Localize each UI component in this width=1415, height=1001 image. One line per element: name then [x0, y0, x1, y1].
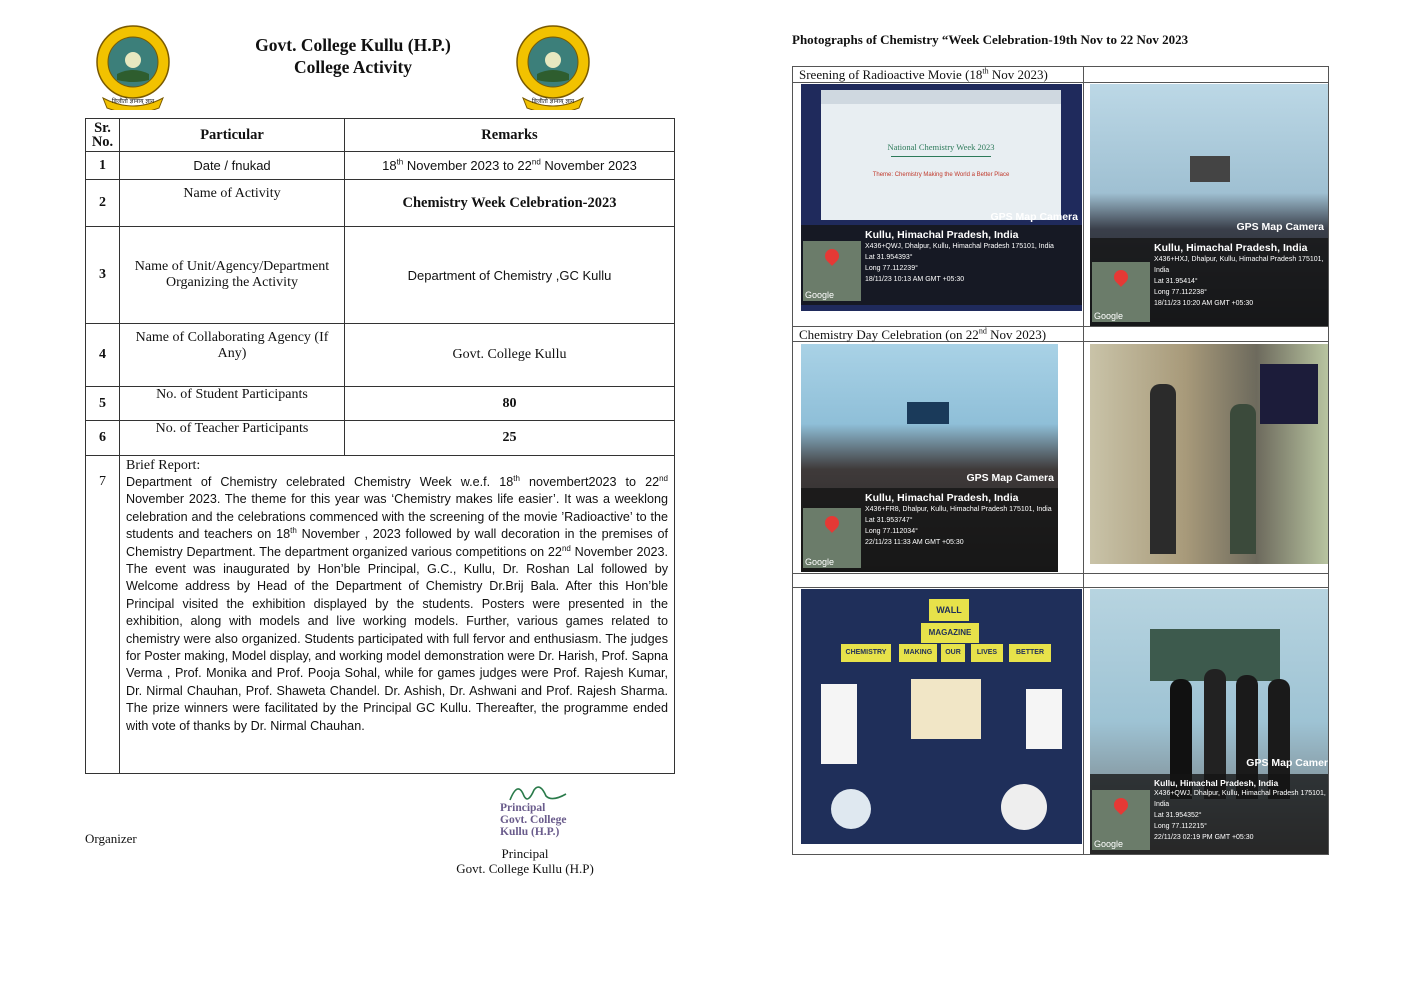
- gps-camera-label: GPS Map Camera: [990, 211, 1078, 223]
- gps-address: X436+HXJ, Dhalpur, Kullu, Himachal Pradesh 175101, India: [1154, 256, 1324, 274]
- gps-overlay: [801, 488, 1058, 572]
- logo-motto: विजीतो ज्ञानाय् ज्ञान: [531, 98, 575, 105]
- gps-overlay: [1090, 238, 1328, 326]
- wall-word: BETTER: [1009, 644, 1051, 662]
- principal-stamp: Principal Govt. College Kullu (H.P.): [500, 802, 567, 838]
- wall-word: LIVES: [971, 644, 1003, 662]
- row-number: 4: [86, 324, 120, 387]
- wall-word: WALL: [929, 599, 969, 621]
- row-number: 1: [86, 152, 120, 180]
- college-logo-right: [515, 22, 591, 110]
- row-remarks-date: 18th November 2023 to 22nd November 2023: [345, 152, 675, 180]
- gps-lat: Lat 31.954393°: [865, 254, 913, 261]
- map-thumbnail: Google: [1092, 790, 1150, 850]
- gps-address: X436+QWJ, Dhalpur, Kullu, Himachal Pradesh 175101, India: [1154, 790, 1326, 808]
- divider: [793, 573, 1328, 574]
- map-thumbnail: Google: [803, 508, 861, 568]
- screen-theme: Theme: Chemistry Making the World a Better Place: [872, 172, 1010, 178]
- header-sr-no: Sr. No.: [86, 119, 120, 152]
- map-thumbnail: Google: [803, 241, 861, 301]
- page-subtitle: College Activity: [293, 57, 413, 77]
- table-row: [86, 324, 675, 387]
- photo-chemistry-day-classroom: [801, 344, 1058, 572]
- organizer-label: Organizer: [85, 831, 137, 846]
- section-caption-chemistry-day: Chemistry Day Celebration (on 22nd Nov 2023): [793, 326, 1328, 342]
- photo-movie-screening-projector: [801, 84, 1082, 311]
- row-particular: Name of Collaborating Agency (If Any): [120, 324, 345, 387]
- activity-table: [85, 118, 675, 774]
- gps-city: Kullu, Himachal Pradesh, India: [865, 229, 1019, 241]
- gps-long: Long 77.112215°: [1154, 823, 1207, 830]
- row-remarks: Department of Chemistry ,GC Kullu: [345, 227, 675, 324]
- table-row-report: [86, 456, 675, 774]
- map-thumbnail: Google: [1092, 262, 1150, 322]
- gps-camera-label: GPS Map Camer: [1246, 757, 1328, 769]
- principal-title: Principal: [501, 846, 549, 861]
- college-logo-left: [95, 22, 171, 110]
- row-number: 2: [86, 180, 120, 227]
- gps-overlay: [1090, 774, 1328, 854]
- row-particular: Date / fnukad: [120, 152, 345, 180]
- gps-address: X436+QWJ, Dhalpur, Kullu, Himachal Pradesh 175101, India: [865, 243, 1054, 250]
- table-row: [86, 421, 675, 456]
- map-pin-icon: [822, 513, 842, 533]
- section-caption-radioactive: Sreening of Radioactive Movie (18th Nov 2023): [793, 67, 1328, 83]
- row-particular: No. of Student Participants: [120, 387, 345, 421]
- map-pin-icon: [1111, 795, 1131, 815]
- photo-grid: [792, 66, 1329, 855]
- map-pin-icon: [1111, 267, 1131, 287]
- row-remarks: Chemistry Week Celebration-2023: [345, 180, 675, 227]
- wall-word: MAGAZINE: [921, 623, 979, 643]
- table-row: [86, 387, 675, 421]
- gps-camera-label: GPS Map Camera: [1236, 221, 1324, 233]
- divider: [1083, 67, 1084, 854]
- header-particular: Particular: [120, 119, 345, 152]
- gps-lat: Lat 31.954352°: [1154, 812, 1202, 819]
- gps-address: X436+FR8, Dhalpur, Kullu, Himachal Pradesh 175101, India: [865, 506, 1052, 513]
- row-remarks: 25: [345, 421, 675, 456]
- gps-time: 22/11/23 02:19 PM GMT +05:30: [1154, 834, 1254, 841]
- row-number: 7: [86, 456, 120, 774]
- screen-title: National Chemistry Week 2023: [887, 142, 995, 152]
- photos-page-title: Photographs of Chemistry “Week Celebration-19th Nov to 22 Nov 2023: [792, 32, 1189, 47]
- wall-word: CHEMISTRY: [841, 644, 891, 662]
- row-particular: Name of Unit/Agency/Department Organizing the Activity: [120, 227, 345, 324]
- principal-signature-stamp: [500, 778, 580, 844]
- map-pin-icon: [822, 246, 842, 266]
- gps-camera-label: GPS Map Camera: [966, 472, 1054, 484]
- gps-city: Kullu, Himachal Pradesh, India: [865, 492, 1019, 504]
- photo-exhibition-visit: [1090, 344, 1328, 564]
- gps-long: Long 77.112034°: [865, 528, 918, 535]
- wall-word: OUR: [941, 644, 965, 662]
- principal-block: [440, 846, 610, 876]
- brief-report-text: Department of Chemistry celebrated Chemistry Week w.e.f. 18th novembert2023 to 22nd November 2023. The theme for this year was ‘Chemistry makes life easier’. It was a weeklong celebration and the celebrations commenced with the screening of the movie ’Radioactive’ to the students and teachers on 18th November , 2023 followed by wall decoration in the premises of Chemistry Department. The department organized various competitions on 22nd November 2023. The event was inaugurated by Hon’ble Principal, G.C., Kullu, Dr. Roshan Lal followed by Welcome address by Head of the Department of Chemistry Dr.Brij Bala. After this Hon’ble Principal visited the exhibition displayed by the students. Posters were presented in the exhibition, along with models and live working models. Further, various games related to chemistry were also organized. Students participated with full fervor and enthusiasm. The judges for Poster making, Model display, and working model demonstration were Dr. Harish, Prof. Sapna Verma , Prof. Monika and Prof. Pooja Sohal, while for games judges were Prof. Rajesh Kumar, Dr. Nirmal Chauhan, Prof. Shaweta Chandel. Dr. Ashish, Dr. Ashwani and Prof. Rajesh Sharma. The prize winners were facilitated by the Principal GC Kullu. Thereafter, the programme ended with vote of thanks by Dr. Nirmal Chauhan.: [126, 473, 668, 733]
- wall-word: MAKING: [899, 644, 937, 662]
- brief-report-label: Brief Report:: [126, 458, 201, 473]
- header-remarks: Remarks: [345, 119, 675, 152]
- document-header: [175, 34, 531, 78]
- gps-time: 18/11/23 10:13 AM GMT +05:30: [865, 276, 965, 283]
- gps-lat: Lat 31.953747°: [865, 517, 913, 524]
- gps-city: Kullu, Himachal Pradesh, India: [1154, 242, 1308, 254]
- photo-wall-magazine: [801, 589, 1082, 844]
- row-number: 3: [86, 227, 120, 324]
- divider: [793, 587, 1328, 588]
- brief-report: [120, 456, 675, 774]
- table-header-row: [86, 119, 675, 152]
- gps-lat: Lat 31.95414°: [1154, 278, 1198, 285]
- photo-movie-screening-audience: [1090, 84, 1328, 326]
- table-row: [86, 227, 675, 324]
- gps-overlay: [801, 225, 1082, 305]
- table-row: [86, 152, 675, 180]
- table-row: [86, 180, 675, 227]
- gps-long: Long 77.112239°: [865, 265, 918, 272]
- gps-city: Kullu, Himachal Pradesh, India: [1154, 778, 1279, 788]
- row-particular: No. of Teacher Participants: [120, 421, 345, 456]
- row-number: 5: [86, 387, 120, 421]
- row-remarks: Govt. College Kullu: [345, 324, 675, 387]
- gps-long: Long 77.112238°: [1154, 289, 1207, 296]
- principal-college: Govt. College Kullu (H.P): [456, 861, 594, 876]
- college-name: Govt. College Kullu (H.P.): [255, 35, 451, 55]
- photo-prize-distribution: [1090, 589, 1328, 854]
- gps-time: 22/11/23 11:33 AM GMT +05:30: [865, 539, 964, 546]
- row-number: 6: [86, 421, 120, 456]
- gps-time: 18/11/23 10:20 AM GMT +05:30: [1154, 300, 1254, 307]
- logo-motto: विजीतो ज्ञानाय् ज्ञान: [111, 98, 155, 105]
- row-particular: Name of Activity: [120, 180, 345, 227]
- row-remarks: 80: [345, 387, 675, 421]
